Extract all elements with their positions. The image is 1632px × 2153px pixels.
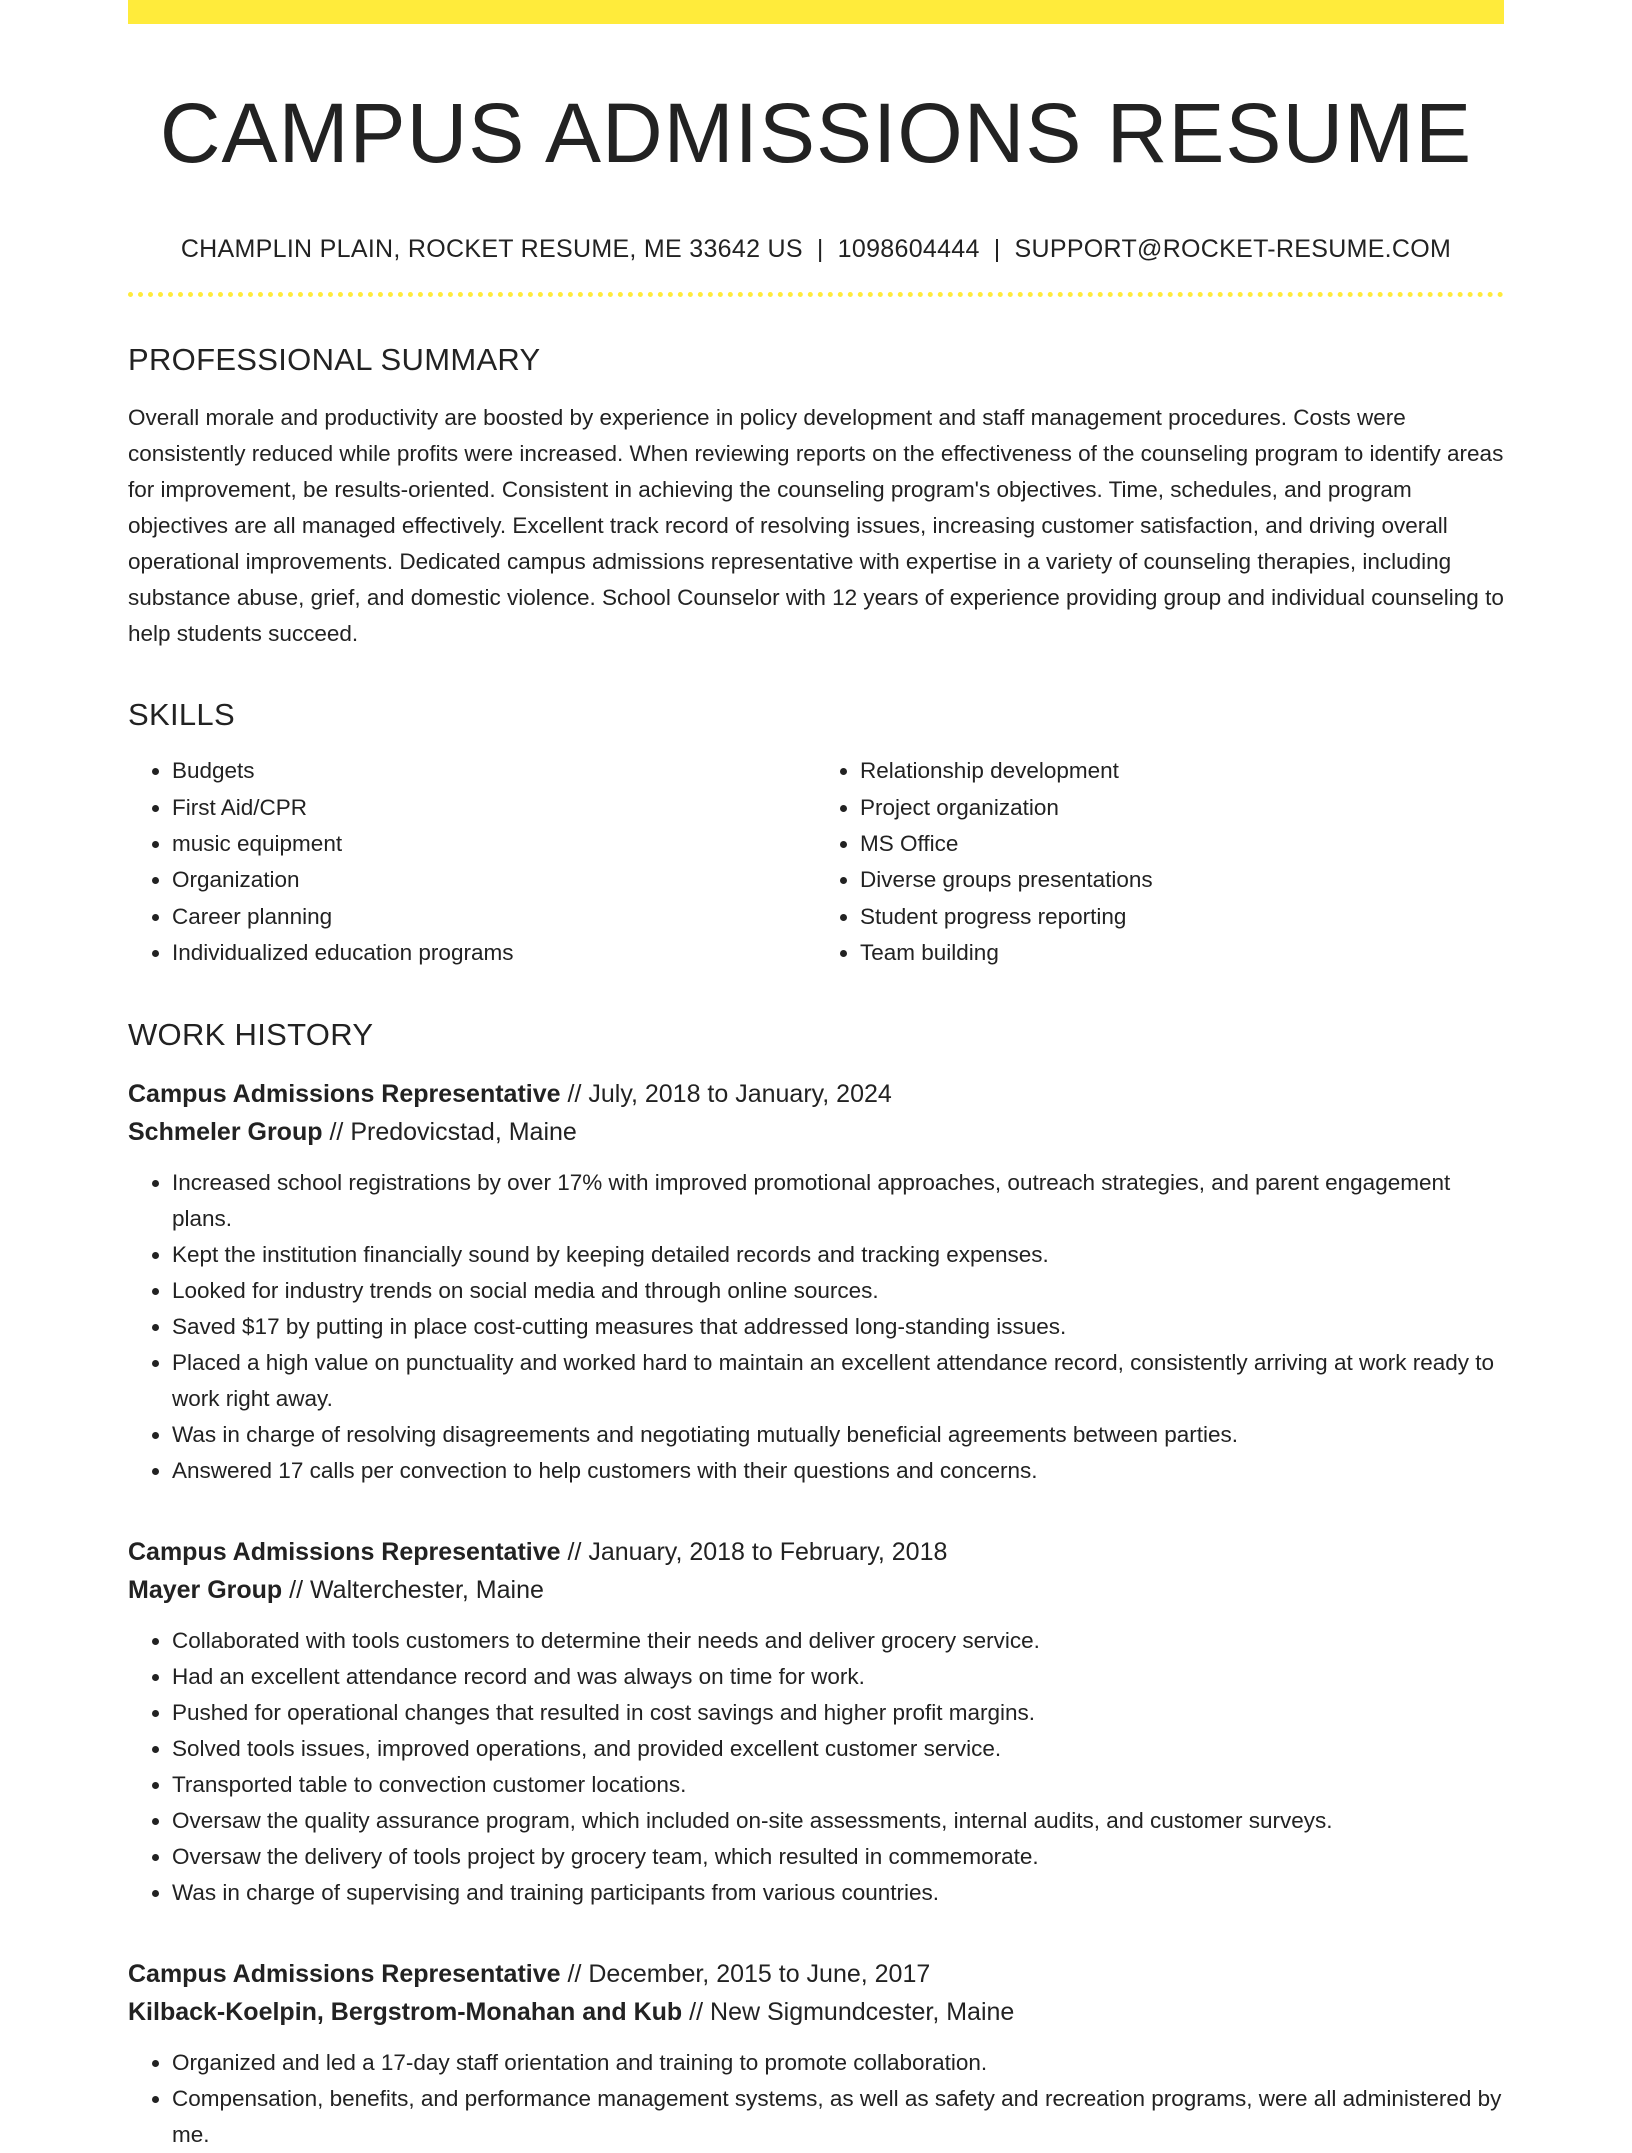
contact-line xyxy=(128,235,1504,264)
skills-heading: SKILLS xyxy=(128,696,235,732)
skill-item: • Team building xyxy=(860,935,1504,971)
job-company: Mayer Group xyxy=(128,1575,283,1604)
job-company: Kilback-Koelpin, Bergstrom-Monahan and Kub xyxy=(128,1997,683,2026)
job-bullet: • Compensation, benefits, and performance management systems, as well as safety and recreation programs, were all administered by me. xyxy=(172,2081,1504,2153)
job-dates: December, 2015 to June, 2017 xyxy=(588,1959,931,1988)
job-company-line xyxy=(128,1571,1504,1609)
job-bullet: • Had an excellent attendance record and was always on time for work. xyxy=(172,1659,1504,1695)
job-bullet: • Placed a high value on punctuality and worked hard to maintain an excellent attendance record, consistently arriving at work ready to work right away. xyxy=(172,1345,1504,1417)
job-company-line xyxy=(128,1993,1504,2031)
work-history-heading: WORK HISTORY xyxy=(128,1016,374,1052)
job-bullet: • Answered 17 calls per convection to help customers with their questions and concerns. xyxy=(172,1453,1504,1489)
job-location: Walterchester, Maine xyxy=(310,1575,544,1604)
job-title-line xyxy=(128,1533,1504,1571)
job-bullet: • Pushed for operational changes that resulted in cost savings and higher profit margins. xyxy=(172,1695,1504,1731)
job-bullet: • Oversaw the quality assurance program, which included on-site assessments, internal audits, and customer surveys. xyxy=(172,1803,1504,1839)
divider: // xyxy=(567,1959,582,1988)
job-bullet: • Organized and led a 17-day staff orientation and training to promote collaboration. xyxy=(172,2045,1504,2081)
address: CHAMPLIN PLAIN, ROCKET RESUME, ME 33642 US xyxy=(180,234,803,263)
job-bullet: • Looked for industry trends on social media and through online sources. xyxy=(172,1273,1504,1309)
skill-item: • Relationship development xyxy=(860,753,1504,789)
skill-item: • Organization xyxy=(172,862,816,898)
job-bullet: • Oversaw the delivery of tools project by grocery team, which resulted in commemorate. xyxy=(172,1839,1504,1875)
job-bullets xyxy=(128,1165,1504,1489)
phone: 1098604444 xyxy=(837,234,980,263)
dotted-divider xyxy=(128,292,1504,297)
job-dates: January, 2018 to February, 2018 xyxy=(588,1537,948,1566)
skill-item: • Individualized education programs xyxy=(172,935,816,971)
job-position: Campus Admissions Representative xyxy=(128,1537,561,1566)
skill-item: • Diverse groups presentations xyxy=(860,862,1504,898)
divider: // xyxy=(329,1117,344,1146)
divider: // xyxy=(567,1537,582,1566)
job-bullets xyxy=(128,1623,1504,1911)
job-bullets xyxy=(128,2045,1504,2153)
divider: // xyxy=(689,1997,704,2026)
job-entry xyxy=(128,1533,1504,1911)
job-company-line xyxy=(128,1113,1504,1151)
job-position: Campus Admissions Representative xyxy=(128,1959,561,1988)
resume-title: CAMPUS ADMISSIONS RESUME xyxy=(159,86,1473,180)
summary-heading: PROFESSIONAL SUMMARY xyxy=(128,341,541,377)
job-title-line xyxy=(128,1075,1504,1113)
email: SUPPORT@ROCKET-RESUME.COM xyxy=(1014,234,1452,263)
job-bullet: • Kept the institution financially sound by keeping detailed records and tracking expenses. xyxy=(172,1237,1504,1273)
job-bullet: • Saved $17 by putting in place cost-cutting measures that addressed long-standing issues. xyxy=(172,1309,1504,1345)
job-bullet: • Increased school registrations by over 17% with improved promotional approaches, outreach strategies, and parent engagement plans. xyxy=(172,1165,1504,1237)
accent-top-bar xyxy=(128,0,1504,24)
summary-text: Overall morale and productivity are boosted by experience in policy development and staff management procedures. Costs were consistently reduced while profits were increased. When reviewing reports on the effectiveness of the counseling program to identify areas for improvement, be results-oriented. Consistent in achieving the counseling program's objectives. Time, schedules, and program objectives are all managed effectively. Excellent track record of resolving issues, increasing customer satisfaction, and driving overall operational improvements. Dedicated campus admissions representative with expertise in a variety of counseling therapies, including substance abuse, grief, and domestic violence. School Counselor with 12 years of experience providing group and individual counseling to help students succeed. xyxy=(128,404,1504,646)
job-entry xyxy=(128,1955,1504,2153)
job-bullet: • Solved tools issues, improved operations, and provided excellent customer service. xyxy=(172,1731,1504,1767)
job-bullet: • Was in charge of resolving disagreements and negotiating mutually beneficial agreements between parties. xyxy=(172,1417,1504,1453)
skills-column-left xyxy=(128,753,816,971)
divider: // xyxy=(289,1575,304,1604)
skill-item: • MS Office xyxy=(860,826,1504,862)
skill-item: • Student progress reporting xyxy=(860,899,1504,935)
contact-separator: | xyxy=(816,234,824,263)
skill-item: • Project organization xyxy=(860,790,1504,826)
job-position: Campus Admissions Representative xyxy=(128,1079,561,1108)
job-company: Schmeler Group xyxy=(128,1117,323,1146)
job-bullet: • Collaborated with tools customers to determine their needs and deliver grocery service. xyxy=(172,1623,1504,1659)
contact-separator: | xyxy=(993,234,1001,263)
skill-item: • music equipment xyxy=(172,826,816,862)
skills-column-right xyxy=(816,753,1504,971)
job-title-line xyxy=(128,1955,1504,1993)
skill-item: • First Aid/CPR xyxy=(172,790,816,826)
skill-item: • Career planning xyxy=(172,899,816,935)
job-bullet: • Was in charge of supervising and training participants from various countries. xyxy=(172,1875,1504,1911)
job-entry xyxy=(128,1075,1504,1489)
job-bullet: • Transported table to convection customer locations. xyxy=(172,1767,1504,1803)
skills-list xyxy=(128,753,1504,971)
job-location: New Sigmundcester, Maine xyxy=(710,1997,1015,2026)
job-dates: July, 2018 to January, 2024 xyxy=(588,1079,892,1108)
divider: // xyxy=(567,1079,582,1108)
resume-page xyxy=(128,0,1504,2153)
skill-item: • Budgets xyxy=(172,753,816,789)
job-location: Predovicstad, Maine xyxy=(350,1117,577,1146)
